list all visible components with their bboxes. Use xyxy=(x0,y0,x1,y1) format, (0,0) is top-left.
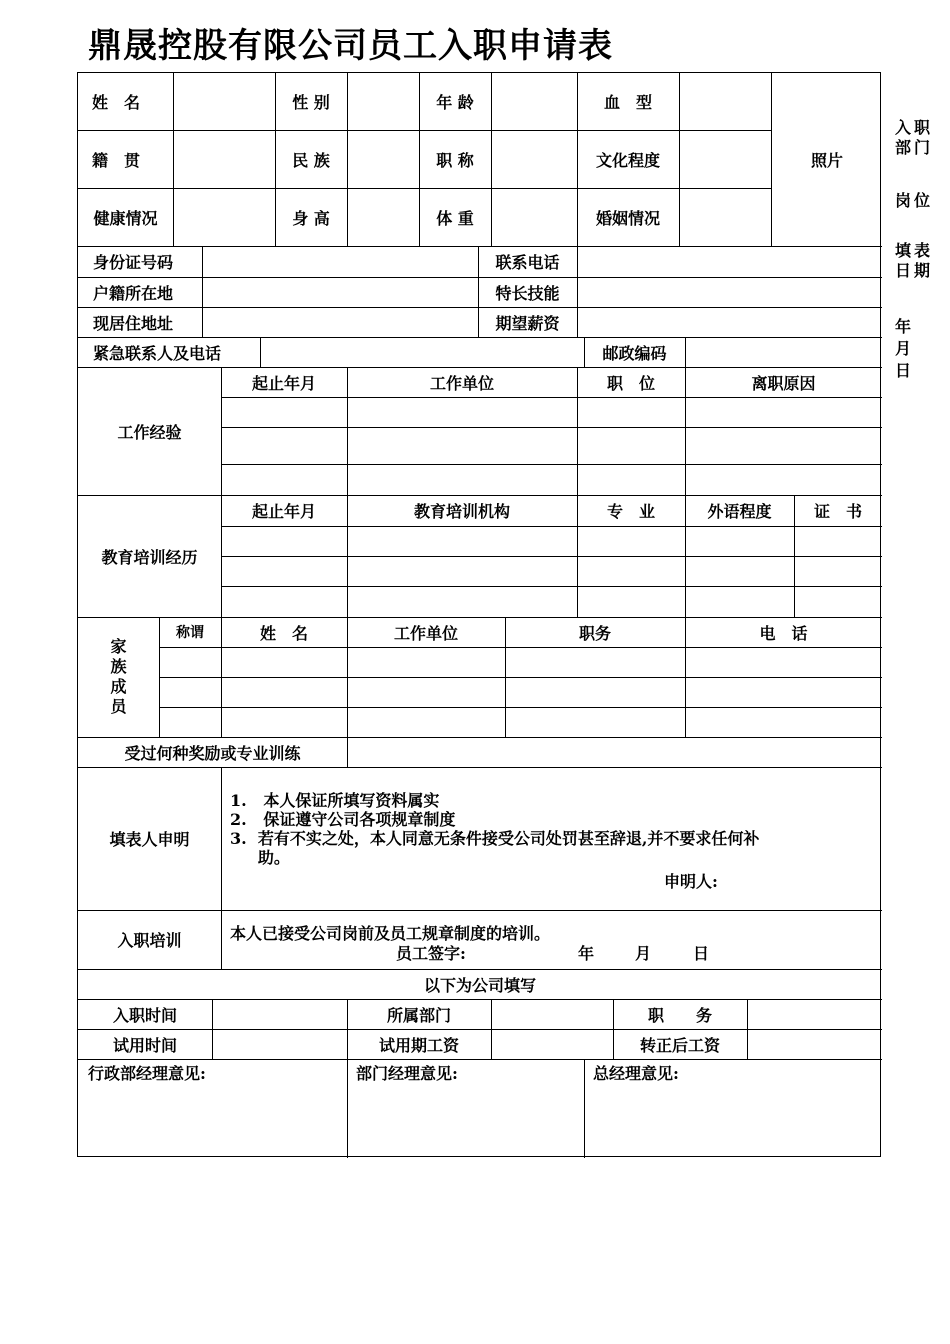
declaration-item-3-cont: 助。 xyxy=(230,848,290,867)
training-sign-label: 员工签字: xyxy=(396,944,466,963)
declaration-signer: 申明人: xyxy=(664,872,718,891)
input-probation-time[interactable] xyxy=(213,1029,347,1059)
side-fill-date-text: 填表 日期 xyxy=(895,241,934,280)
input-id-number[interactable] xyxy=(203,246,478,277)
label-blood-type: 血 型 xyxy=(603,93,652,112)
section-education: 教育培训经历 xyxy=(101,547,198,567)
input-age[interactable] xyxy=(492,73,577,130)
application-form xyxy=(77,72,881,1157)
document-title: 鼎晟控股有限公司员工入职申请表 xyxy=(88,26,613,66)
input-marital-status[interactable] xyxy=(680,188,771,246)
label-entry-time: 入职时间 xyxy=(112,1005,177,1025)
input-entry-time[interactable] xyxy=(213,999,347,1029)
side-fill-date xyxy=(895,241,933,281)
input-awards[interactable] xyxy=(348,737,882,767)
label-department: 所属部门 xyxy=(386,1005,451,1025)
input-weight[interactable] xyxy=(492,188,577,246)
label-marital-status: 婚姻情况 xyxy=(595,208,660,228)
label-height: 身 高 xyxy=(292,208,330,228)
label-name: 姓 名 xyxy=(92,93,141,112)
label-position: 职 务 xyxy=(647,1005,712,1025)
family-header-employer: 工作单位 xyxy=(393,623,458,643)
label-education-level: 文化程度 xyxy=(595,150,660,170)
family-header-phone: 电 话 xyxy=(759,623,808,643)
label-emergency-contact: 紧急联系人及电话 xyxy=(93,343,222,363)
input-address[interactable] xyxy=(203,307,478,337)
declaration-item-1: 1. 本人保证所填写资料属实 xyxy=(230,791,440,810)
family-header-relation: 称谓 xyxy=(176,625,204,641)
label-probation-time: 试用时间 xyxy=(112,1035,177,1055)
training-day: 日 xyxy=(693,944,710,963)
label-postcode: 邮政编码 xyxy=(602,343,667,363)
label-regular-salary: 转正后工资 xyxy=(639,1035,720,1055)
label-age: 年 龄 xyxy=(436,93,474,112)
label-gm-opinion: 总经理意见: xyxy=(593,1064,679,1083)
label-onboarding-training: 入职培训 xyxy=(117,931,182,950)
label-household: 户籍所在地 xyxy=(93,283,174,303)
input-phone[interactable] xyxy=(578,246,882,277)
section-work-experience: 工作经验 xyxy=(117,422,182,442)
input-department[interactable] xyxy=(492,999,613,1029)
input-blood-type[interactable] xyxy=(680,73,771,130)
input-gender[interactable] xyxy=(348,73,419,130)
input-height[interactable] xyxy=(348,188,419,246)
photo-box[interactable]: 照片 xyxy=(810,151,843,170)
input-native-place[interactable] xyxy=(174,130,275,188)
label-phone: 联系电话 xyxy=(495,253,560,272)
input-ethnicity[interactable] xyxy=(348,130,419,188)
edu-header-period: 起止年月 xyxy=(251,502,316,521)
edu-header-major: 专 业 xyxy=(606,502,655,521)
input-postcode[interactable] xyxy=(686,337,882,367)
label-skills: 特长技能 xyxy=(495,283,560,303)
label-declaration: 填表人申明 xyxy=(109,830,190,849)
input-position[interactable] xyxy=(748,999,882,1029)
edu-header-language: 外语程度 xyxy=(707,502,772,521)
input-health[interactable] xyxy=(174,188,275,246)
input-skills[interactable] xyxy=(578,277,882,307)
label-probation-salary: 试用期工资 xyxy=(378,1035,459,1055)
work-header-period: 起止年月 xyxy=(251,373,316,393)
declaration-item-2: 2. 保证遵守公司各项规章制度 xyxy=(230,810,456,829)
input-household[interactable] xyxy=(203,277,478,307)
family-header-post: 职务 xyxy=(578,623,611,643)
label-job-title: 职 称 xyxy=(436,150,474,170)
section-family-text: 家族成员 xyxy=(110,637,127,716)
family-header-name: 姓 名 xyxy=(259,623,308,643)
section-family xyxy=(78,617,159,737)
input-education-level[interactable] xyxy=(680,130,771,188)
label-native-place: 籍 贯 xyxy=(92,150,141,170)
label-gender: 性 别 xyxy=(292,93,330,112)
side-post xyxy=(895,191,933,211)
training-year: 年 xyxy=(578,944,595,963)
label-id-number: 身份证号码 xyxy=(93,253,174,272)
side-post-text: 岗位 xyxy=(895,191,934,210)
edu-header-certificate: 证 书 xyxy=(813,502,862,521)
company-section-header: 以下为公司填写 xyxy=(423,975,536,995)
label-expected-salary: 期望薪资 xyxy=(495,313,560,333)
label-dept-manager-opinion: 部门经理意见: xyxy=(356,1064,458,1083)
training-month: 月 xyxy=(635,944,652,963)
input-regular-salary[interactable] xyxy=(748,1029,882,1059)
input-job-title[interactable] xyxy=(492,130,577,188)
work-header-position: 职 位 xyxy=(606,373,655,393)
input-expected-salary[interactable] xyxy=(578,307,882,337)
training-statement: 本人已接受公司岗前及员工规章制度的培训。 xyxy=(230,924,551,943)
input-name[interactable] xyxy=(174,73,275,130)
label-health: 健康情况 xyxy=(93,208,158,228)
declaration-item-3: 3. 若有不实之处，本人同意无条件接受公司处罚甚至辞退,并不要求任何补 xyxy=(230,829,760,848)
work-header-leave-reason: 离职原因 xyxy=(751,373,816,393)
input-probation-salary[interactable] xyxy=(492,1029,613,1059)
side-entry-dept xyxy=(895,118,933,158)
side-ymd-text: 年 月 日 xyxy=(895,317,915,380)
side-entry-dept-text: 入职 部门 xyxy=(895,118,934,157)
label-ethnicity: 民 族 xyxy=(292,150,330,170)
label-weight: 体 重 xyxy=(436,208,474,228)
label-address: 现居住地址 xyxy=(93,313,174,333)
input-emergency-contact[interactable] xyxy=(261,337,584,367)
side-ymd xyxy=(895,316,914,382)
work-header-employer: 工作单位 xyxy=(429,373,494,393)
label-awards: 受过何种奖励或专业训练 xyxy=(124,743,301,763)
edu-header-institution: 教育培训机构 xyxy=(413,502,510,521)
label-admin-manager-opinion: 行政部经理意见: xyxy=(88,1064,206,1083)
